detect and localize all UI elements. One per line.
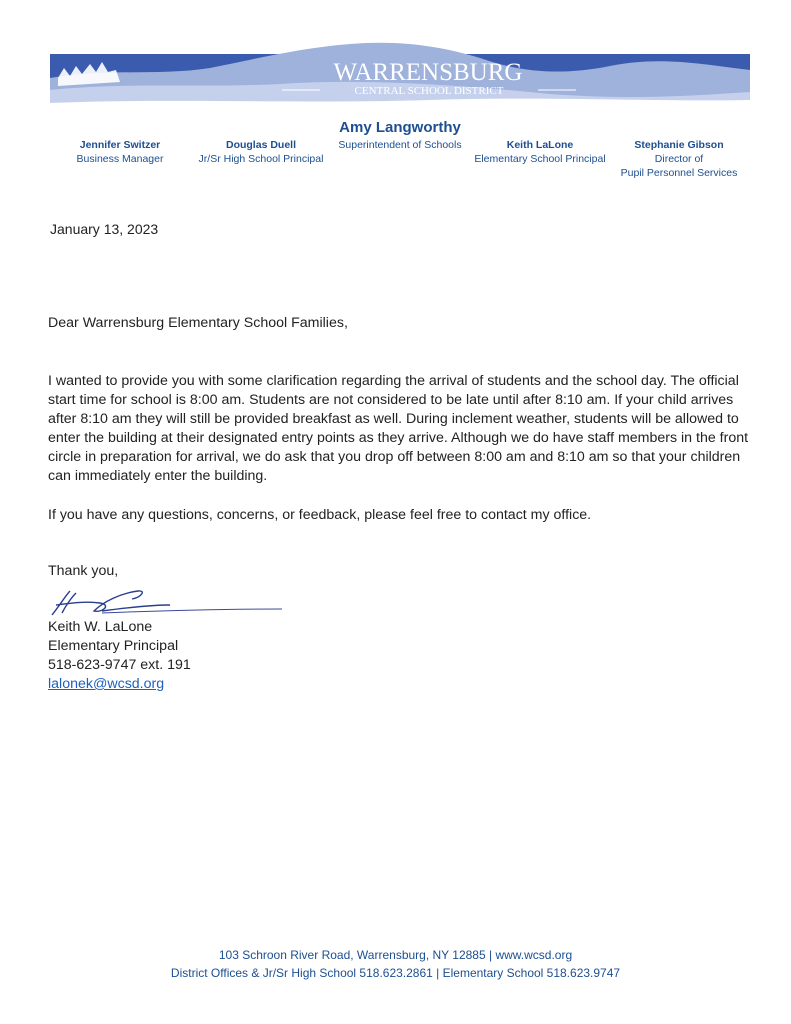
signature-block [48,618,191,694]
staff-name: Jennifer Switzer [79,139,161,151]
staff-high-school-principal [186,138,336,166]
staff-pupil-services-director [614,138,744,180]
district-subtitle: CENTRAL SCHOOL DISTRICT [354,85,504,97]
staff-row [0,118,791,188]
closing: Thank you, [48,563,119,579]
handwritten-signature [42,583,292,623]
staff-name: Keith LaLone [506,139,574,151]
superintendent [320,118,480,152]
staff-title: Jr/Sr High School Principal [198,153,324,165]
body-paragraph: I wanted to provide you with some clarification regarding the arrival of students and the school day. The official start time for school is 8:00 am. Students are not considered to be late until after 8:10 am. If your child arrives after 8:10 am they will still be provided breakfast as well. During inclement weather, students will be allowed to enter the building at their designated entry points as they arrive. Although we do have staff members in the front circle in preparation for arrival, we do ask that you drop off between 8:00 am and 8:10 am so that your children can immediately enter the building. [48,373,749,484]
staff-business-manager [60,138,180,166]
letter-date: January 13, 2023 [50,221,159,237]
staff-title: Director of [654,153,704,165]
signer-email-link[interactable]: lalonek@wcsd.org [48,676,165,692]
mountain-logo [50,38,750,113]
footer-address: 103 Schroon River Road, Warrensburg, NY 12885 | www.wcsd.org [218,948,573,962]
staff-title: Elementary School Principal [474,153,606,165]
district-name: WARRENSBURG [333,59,523,86]
staff-name: Stephanie Gibson [634,139,724,151]
body-paragraph: If you have any questions, concerns, or feedback, please feel free to contact my office. [48,507,592,523]
staff-title-line2: Pupil Personnel Services [620,167,738,179]
salutation: Dear Warrensburg Elementary School Families, [48,315,348,331]
signer-title: Elementary Principal [48,638,179,654]
staff-elementary-principal [466,138,614,166]
superintendent-title: Superintendent of Schools [338,139,462,151]
superintendent-name: Amy Langworthy [339,119,461,136]
signer-phone: 518-623-9747 ext. 191 [48,657,191,673]
staff-name: Douglas Duell [225,139,296,151]
letterhead-banner [50,38,750,113]
footer-phones: District Offices & Jr/Sr High School 518.623.2861 | Elementary School 518.623.9747 [170,966,621,980]
signer-name: Keith W. LaLone [48,619,153,635]
staff-title: Business Manager [76,153,164,165]
